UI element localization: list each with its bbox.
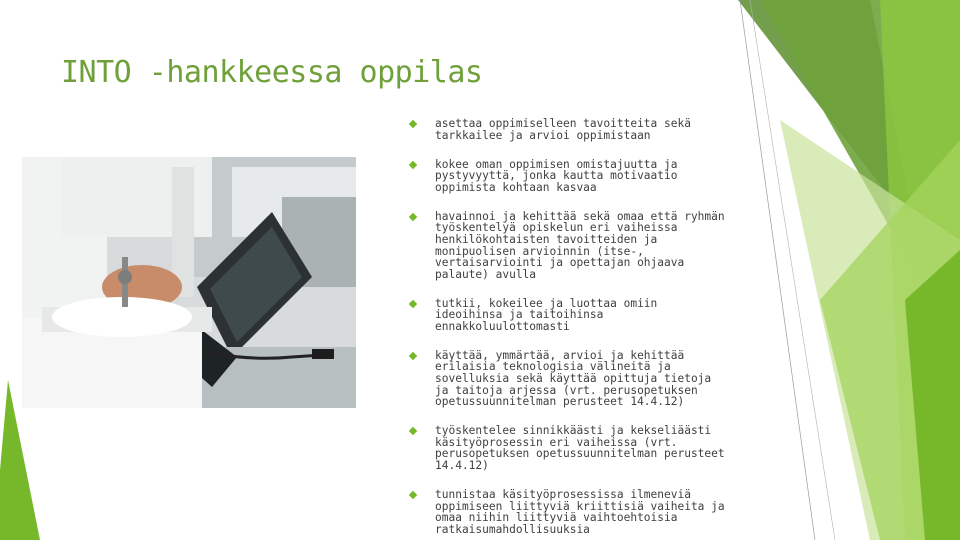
bullet-item <box>410 425 730 471</box>
diamond-bullet-icon <box>409 160 417 168</box>
diamond-bullet-icon <box>409 120 417 128</box>
bullet-text: käyttää, ymmärtää, arvioi ja kehittää erilaisia teknologisia välineitä ja sovelluksia sekä käyttää opittuja tietoja ja taitoja arjessa (vrt. perusopetuksen opetussuunnitelman perusteet 14.4.12) <box>435 348 712 409</box>
bullet-item <box>410 489 730 535</box>
bullet-item <box>410 159 730 194</box>
bullet-text: kokee oman oppimisen omistajuutta ja pystyvyyttä, jonka kautta motivaatio oppimista kohtaan kasvaa <box>435 157 678 194</box>
slide-title: INTO -hankkeessa oppilas <box>61 55 483 90</box>
diamond-bullet-icon <box>409 427 417 435</box>
bullet-list <box>410 118 730 553</box>
bullet-item <box>410 350 730 408</box>
bullet-item <box>410 211 730 281</box>
bullet-text: tunnistaa käsityöprosessissa ilmeneviä oppimiseen liittyviä kriittisiä vaiheita ja omaa niihin liittyviä vaihtoehtoisia ratkaisumahdollisuuksia <box>435 488 725 536</box>
bullet-item <box>410 118 730 141</box>
diamond-bullet-icon <box>409 491 417 499</box>
sewing-machine-photo <box>22 157 356 408</box>
bullet-text: tutkii, kokeilee ja luottaa omiin ideoihinsa ja taitoihinsa ennakkoluulottomasti <box>435 296 658 333</box>
diamond-bullet-icon <box>409 299 417 307</box>
bullet-text: työskentelee sinnikkäästi ja kekseliäästi käsityöprosessin eri vaiheissa (vrt. perusopetuksen opetussuunnitelman perusteet 14.4.12) <box>435 424 725 473</box>
bullet-text: havainnoi ja kehittää sekä omaa että ryhmän työskentelyä opiskelun eri vaiheissa henkilökohtaisten tavoitteiden ja monipuolisen arvioinnin (itse-, vertaisarviointi ja opettajan ohjaava palaute) avulla <box>435 209 725 281</box>
bullet-item <box>410 298 730 333</box>
bullet-text: asettaa oppimiselleen tavoitteita sekä tarkkailee ja arvioi oppimistaan <box>435 117 691 142</box>
diamond-bullet-icon <box>409 213 417 221</box>
diamond-bullet-icon <box>409 352 417 360</box>
